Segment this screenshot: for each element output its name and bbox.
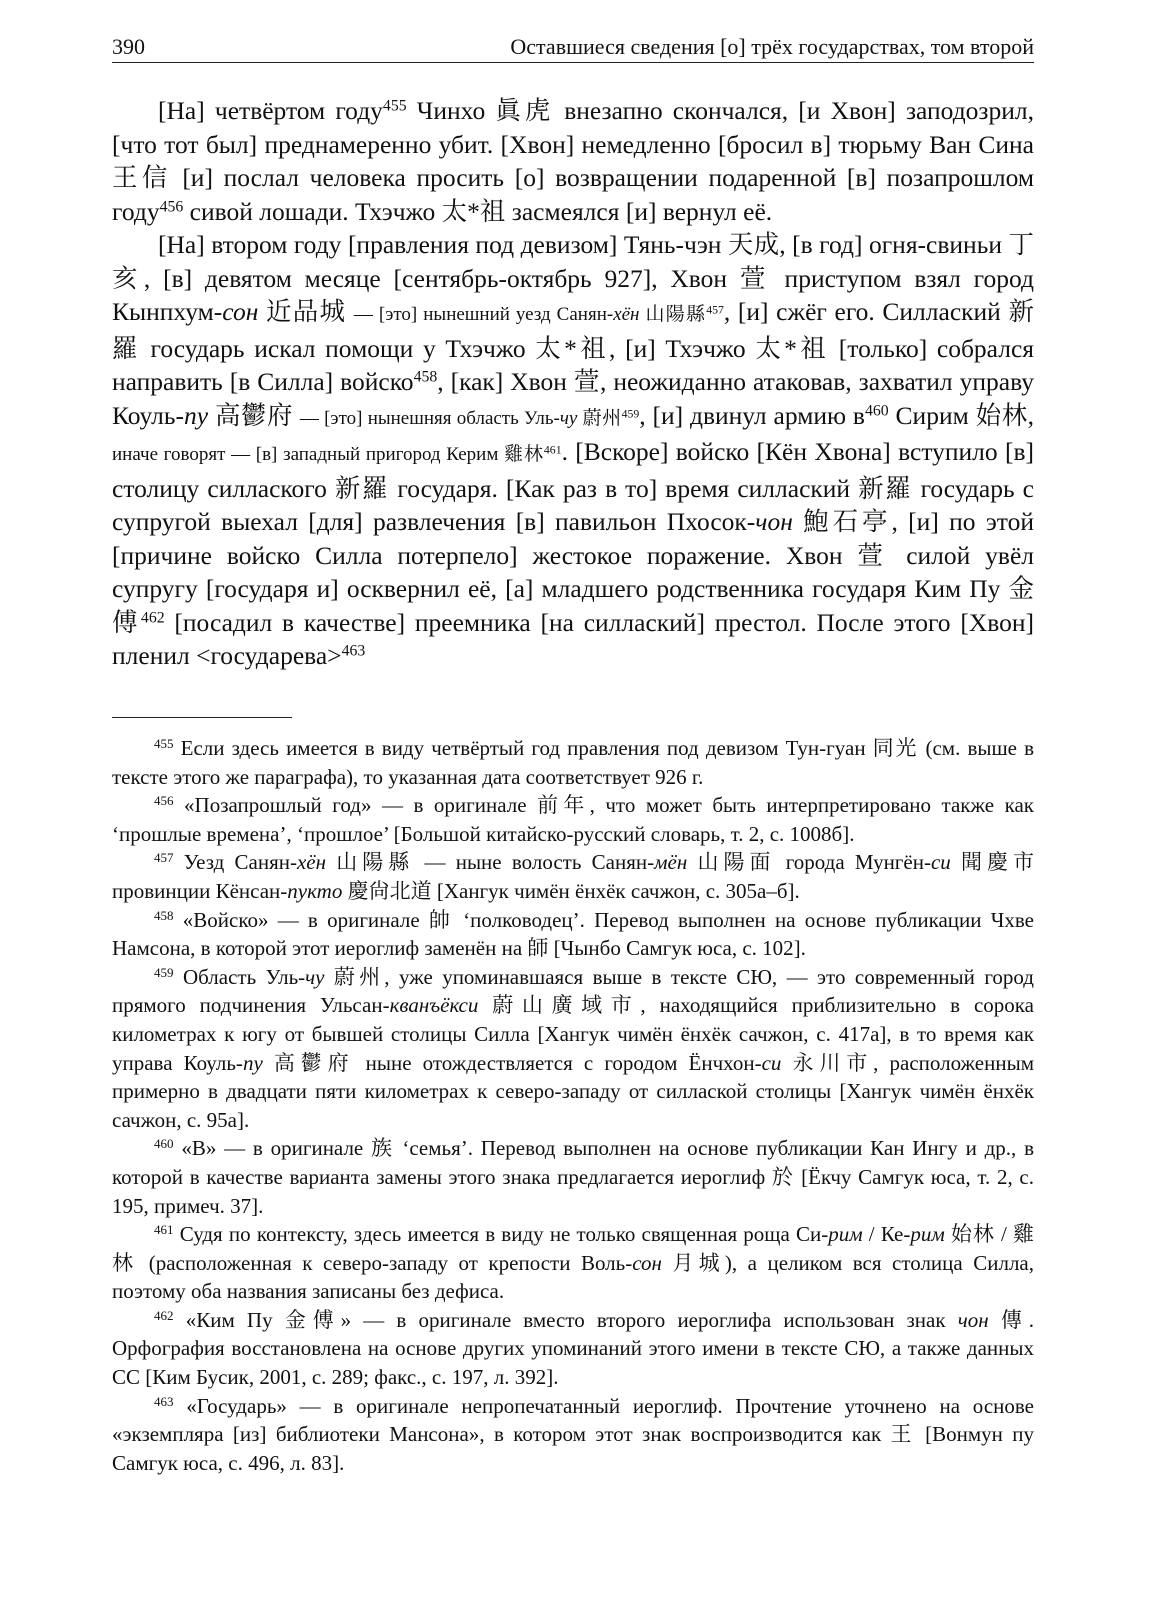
inline-gloss: — [это] нынешний уезд Санян-хён 山陽縣$^{457}$ bbox=[353, 303, 724, 325]
main-paragraph-2: [На] втором году [правления под девизом] Тянь-чэн 天成, [в год] огня-свиньи 丁亥, [в] девятом месяце [сентябрь-октябрь 927], Хвон 萱 приступом взял город Кынпхум-сон 近品城 — [это] нынешний уезд Санян-хён 山陽縣$^{457}$, [и] сжёг его. Силлаский 新羅 государь искал помощи у Тхэчжо 太*祖, [и] Тхэчжо 太*祖 [только] собрался направить [в Силла] войско$^{458}$, [как] Хвон 萱, неожиданно атаковав, захватил управу Коуль-пу 高鬱府 — [это] нынешняя область Уль-чу 蔚州$^{459}$, [и] двинул армию $в^{460}$ Сирим 始林, иначе говорят — [в] западный пригород Керим 雞林$^{461}$. [Вскоре] войско [Кён Хвона] вступило [в] столицу силлаского 新羅 государя. [Как раз в то] время силлаский 新羅 государь с супругой выехал [для] развлечения [в] павильон Пхосок-чон 鮑石亭, [и] по этой [причине войско Силла потерпело] жестокое поражение. Хвон 萱 силой увёл супругу [государя и] осквернил её, [а] младшего родственника государя Ким Пу 金傅$^{462}$ [посадил в качестве] преемника [на силлаский] престол. После этого [Хвон] пленил <государева>$^{463}$ bbox=[112, 230, 1034, 670]
page-number: 390 bbox=[112, 34, 145, 59]
footnote-461: $^{461}$ Судя по контексту, здесь имеется в виду не только священная роща Си-рим / Ке-рим 始林 / 雞林 (расположенная к северо-западу от крепости Воль-сон 月城), а целиком вся столица Силла, поэтому оба названия записаны без дефиса. bbox=[112, 1221, 1034, 1304]
footnote-separator bbox=[112, 717, 292, 718]
footnote-ref-456[interactable]: 456 bbox=[159, 197, 184, 215]
footnote-455: $^{455}$ Если здесь имеется в виду четвёртый год правления под девизом Тун-гуан 同光 (см. выше в тексте этого же параграфа), то указанная дата соответствует 926 г. bbox=[112, 735, 1034, 789]
footnote-457: $^{457}$ Уезд Санян-хён 山陽縣 — ныне волость Санян-мён 山陽面 города Мунгён-си 聞慶市 провинции Кёнсан-пукто 慶尙北道 [Хангук чимён ёнхёк сачжон, с. 305а–б]. bbox=[112, 850, 1035, 903]
footnote-ref-463[interactable]: 463 bbox=[341, 642, 366, 660]
footnote-ref-457[interactable]: 457 bbox=[706, 303, 724, 317]
footnotes bbox=[112, 734, 1034, 1477]
inline-gloss: иначе говорят — [в] западный пригород Керим 雞林$^{461}$ bbox=[112, 443, 562, 465]
footnote-ref-459[interactable]: 459 bbox=[621, 407, 640, 421]
footnote-458: $^{458}$ «Войско» — в оригинале 帥 ‘полководец’. Перевод выполнен на основе публикации Чхве Намсона, в которой этот иероглиф заменён на 師 [Чынбо Самгук юса, с. 102]. bbox=[112, 907, 1034, 961]
footnote-ref-460[interactable]: 460 bbox=[864, 401, 889, 419]
footnote-ref-458[interactable]: 458 bbox=[413, 368, 438, 386]
footnote-459: $^{459}$ Область Уль-чу 蔚州, уже упоминавшаяся выше в тексте СЮ, — это современный город прямого подчинения Ульсан-кванъёкси 蔚山廣域市, находящийся приблизительно в сорока километрах к югу от бывшей столицы Силла [Хангук чимён ёнхёк сачжон, с. 417а], в то время как управа Коуль-пу 高鬱府 ныне отождествляется с городом Ёнчхон-си 永川市, расположенным примерно в двадцати пяти километрах к северо-западу от силлаской столицы [Хангук чимён ёнхёк сачжон, с. 95а]. bbox=[112, 964, 1034, 1132]
footnote-463: $^{463}$ «Государь» — в оригинале непропечатанный иероглиф. Прочтение уточнено на основе «экземпляра [из] библиотеки Мансона», в котором этот знак воспроизводится как 王 [Вонмун пу Самгук юса, с. 496, л. 83]. bbox=[112, 1393, 1034, 1475]
main-paragraph-1: [На] четвёртом году$^{455}$ Чинхо 眞虎 внезапно скончался, [и Хвон] заподозрил, [что тот был] преднамеренно убит. [Хвон] немедленно [бросил в] тюрьму Ван Сина 王信 [и] послал человека просить [о] возвращении подаренной [в] позапрошлом году$^{456}$ сивой лошади. Тхэчжо 太*祖 засмеялся [и] вернул её. bbox=[112, 96, 1034, 226]
inline-gloss: — [это] нынешняя область Уль-чу 蔚州$^{459}$ bbox=[299, 407, 640, 429]
running-header bbox=[112, 34, 1034, 63]
running-title: Оставшиеся сведения [о] трёх государствах, том второй bbox=[510, 34, 1034, 59]
footnote-462: $^{462}$ «Ким Пу 金傅» — в оригинале вместо второго иероглифа использован знак чон 傳. Орфография восстановлена на основе других упоминаний этого имени в тексте СЮ, а также данных СС [Ким Бусик, 2001, с. 289; факс., с. 197, л. 392]. bbox=[112, 1307, 1034, 1390]
footnote-460: $^{460}$ «В» — в оригинале 族 ‘семья’. Перевод выполнен на основе публикации Кан Ингу и др., в которой в качестве варианта замены этого знака предлагается иероглиф 於 [Ёкчу Самгук юса, т. 2, с. 195, примеч. 37]. bbox=[112, 1136, 1034, 1218]
footnote-456: $^{456}$ «Позапрошлый год» — в оригинале 前年, что может быть интерпретировано также как ‘прошлые времена’, ‘прошлое’ [Большой китайско-русский словарь, т. 2, с. 1008б]. bbox=[112, 793, 1034, 846]
footnote-ref-455[interactable]: 455 bbox=[382, 97, 407, 115]
footnote-ref-461[interactable]: 461 bbox=[543, 443, 562, 457]
footnote-ref-462[interactable]: 462 bbox=[140, 608, 165, 626]
main-text bbox=[112, 94, 1034, 673]
